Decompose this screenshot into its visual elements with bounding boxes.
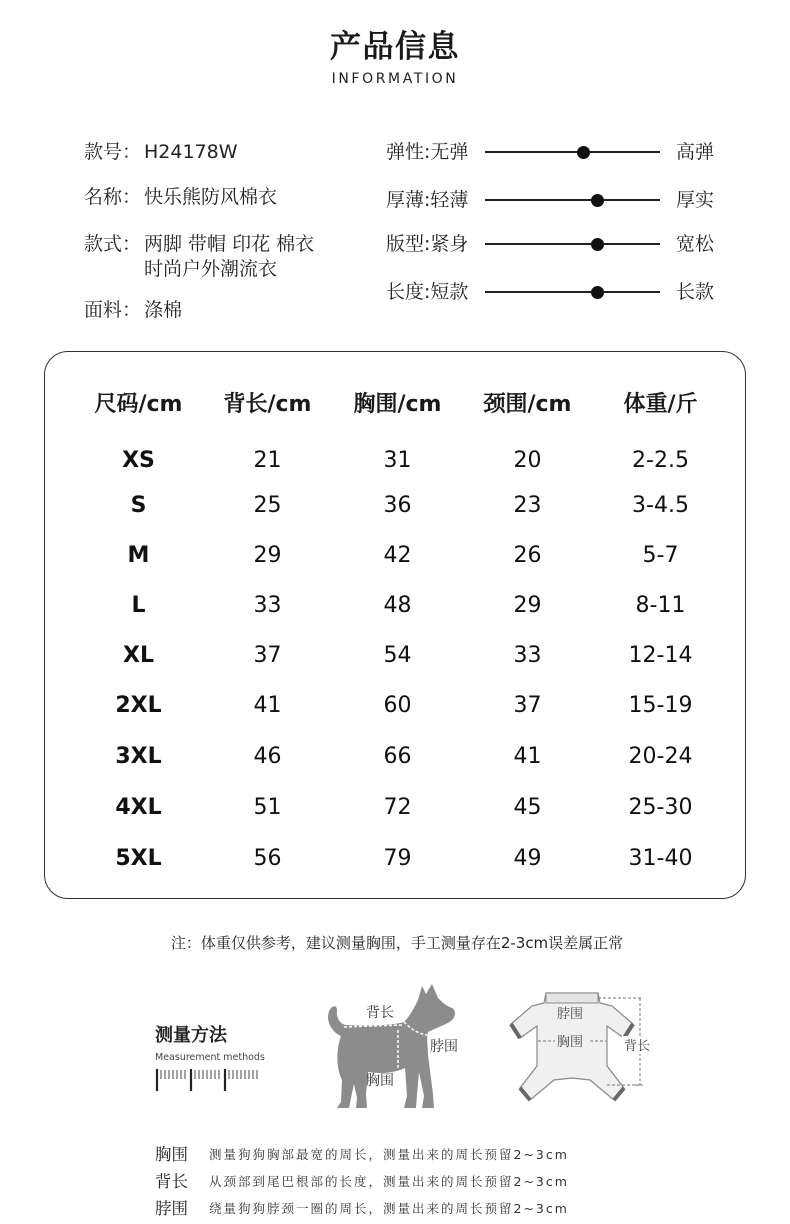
cell-neck: 33 xyxy=(513,642,542,668)
cell-chest: 66 xyxy=(383,743,412,769)
attribute-thickness xyxy=(0,188,790,212)
table-row xyxy=(45,691,745,721)
table-row xyxy=(45,641,745,671)
attribute-label: 版型:紧身 xyxy=(386,233,469,255)
cell-chest: 42 xyxy=(383,542,412,568)
header-weight: 体重/斤 xyxy=(623,391,698,417)
cell-chest: 48 xyxy=(383,592,412,618)
attribute-max-label: 高弹 xyxy=(676,141,715,163)
garment-back-length-label: 背长 xyxy=(624,1039,651,1054)
header-back-length: 背长/cm xyxy=(223,391,312,417)
spec-value: H24178W xyxy=(144,141,238,163)
cell-size: 5XL xyxy=(115,845,162,871)
cell-chest: 60 xyxy=(383,692,412,718)
definition-neck xyxy=(0,1198,790,1220)
cell-weight: 15-19 xyxy=(628,692,693,718)
cell-chest: 31 xyxy=(383,447,412,473)
cell-neck: 20 xyxy=(513,447,542,473)
attribute-marker xyxy=(591,194,604,207)
spec-value: 快乐熊防风棉衣 xyxy=(144,186,278,208)
cell-size: L xyxy=(131,592,146,618)
size-note: 注：体重仅供参考，建议测量胸围，手工测量存在2-3cm误差属正常 xyxy=(170,934,624,952)
table-row xyxy=(45,591,745,621)
definition-term: 脖围 xyxy=(155,1199,188,1218)
measure-title: 测量方法 xyxy=(155,1025,227,1046)
cell-back-length: 25 xyxy=(253,492,282,518)
page-title: 产品信息 xyxy=(330,29,460,65)
attribute-marker xyxy=(591,286,604,299)
attribute-label: 长度:短款 xyxy=(386,281,469,303)
cell-size: XS xyxy=(122,447,155,473)
spec-value: 两脚 带帽 印花 棉衣 xyxy=(144,233,315,255)
definition-text: 测量狗狗胸部最宽的周长，测量出来的周长预留2~3cm xyxy=(209,1147,569,1162)
attribute-label: 弹性:无弹 xyxy=(386,141,469,163)
attribute-track xyxy=(485,199,660,201)
definition-text: 从颈部到尾巴根部的长度，测量出来的周长预留2~3cm xyxy=(209,1174,569,1189)
cell-chest: 36 xyxy=(383,492,412,518)
cell-neck: 26 xyxy=(513,542,542,568)
cell-neck: 23 xyxy=(513,492,542,518)
cell-weight: 2-2.5 xyxy=(632,447,689,473)
ruler-icon xyxy=(155,1068,259,1092)
cell-neck: 41 xyxy=(513,743,542,769)
cell-chest: 79 xyxy=(383,845,412,871)
header-neck: 颈围/cm xyxy=(483,391,572,417)
definition-text: 绕量狗狗脖颈一圈的周长，测量出来的周长预留2~3cm xyxy=(209,1201,569,1216)
dog-measurement-diagram xyxy=(300,975,480,1120)
definition-term: 背长 xyxy=(155,1172,188,1191)
table-row xyxy=(45,491,745,521)
page-subtitle: INFORMATION xyxy=(331,71,459,87)
garment-collar xyxy=(546,993,598,1003)
cell-weight: 25-30 xyxy=(628,794,693,820)
cell-back-length: 33 xyxy=(253,592,282,618)
table-row xyxy=(45,844,745,874)
header-size: 尺码/cm xyxy=(94,391,183,417)
spec-label: 款式： xyxy=(84,233,142,255)
cell-chest: 54 xyxy=(383,642,412,668)
cell-neck: 37 xyxy=(513,692,542,718)
cell-weight: 5-7 xyxy=(642,542,679,568)
table-row xyxy=(45,793,745,823)
definition-chest xyxy=(0,1144,790,1166)
attribute-track xyxy=(485,151,660,153)
spec-label: 名称： xyxy=(84,186,142,208)
cell-back-length: 37 xyxy=(253,642,282,668)
header-chest: 胸围/cm xyxy=(353,391,442,417)
cell-size: M xyxy=(127,542,150,568)
attribute-elasticity xyxy=(0,140,790,164)
size-table xyxy=(44,351,746,899)
spec-style-line2: 时尚户外潮流衣 xyxy=(144,258,278,280)
cell-neck: 45 xyxy=(513,794,542,820)
garment-chest-label: 胸围 xyxy=(557,1035,584,1050)
cell-neck: 29 xyxy=(513,592,542,618)
spec-value: 涤棉 xyxy=(144,299,183,321)
cell-weight: 20-24 xyxy=(628,743,693,769)
attribute-label: 厚薄:轻薄 xyxy=(386,189,469,211)
attribute-marker xyxy=(577,146,590,159)
cell-back-length: 41 xyxy=(253,692,282,718)
table-row xyxy=(45,541,745,571)
cell-weight: 8-11 xyxy=(635,592,686,618)
cell-weight: 3-4.5 xyxy=(632,492,689,518)
definition-term: 胸围 xyxy=(155,1145,188,1164)
cell-back-length: 51 xyxy=(253,794,282,820)
attribute-max-label: 长款 xyxy=(676,281,715,303)
dog-neck-girth-label: 脖围 xyxy=(430,1039,458,1055)
cell-size: 3XL xyxy=(115,743,162,769)
attribute-fit xyxy=(0,232,790,256)
attribute-track xyxy=(485,243,660,245)
cell-back-length: 29 xyxy=(253,542,282,568)
dog-chest-girth-label: 胸围 xyxy=(366,1073,394,1089)
cell-size: 4XL xyxy=(115,794,162,820)
cell-back-length: 46 xyxy=(253,743,282,769)
attribute-max-label: 宽松 xyxy=(676,233,715,255)
garment-measurement-diagram xyxy=(505,985,665,1115)
cell-weight: 12-14 xyxy=(628,642,693,668)
attribute-track xyxy=(485,291,660,293)
cell-size: S xyxy=(130,492,147,518)
attribute-max-label: 厚实 xyxy=(676,189,715,211)
attribute-marker xyxy=(591,238,604,251)
cell-neck: 49 xyxy=(513,845,542,871)
dog-back-length-label: 背长 xyxy=(366,1005,394,1021)
cell-size: XL xyxy=(123,642,154,668)
definition-back-length xyxy=(0,1171,790,1193)
cell-back-length: 21 xyxy=(253,447,282,473)
table-row xyxy=(45,742,745,772)
spec-label: 面料： xyxy=(84,299,142,321)
cell-size: 2XL xyxy=(115,692,162,718)
attribute-length xyxy=(0,280,790,304)
cell-chest: 72 xyxy=(383,794,412,820)
measure-subtitle: Measurement methods xyxy=(155,1052,265,1063)
table-header-row xyxy=(45,390,745,420)
garment-neck-label: 脖围 xyxy=(557,1007,584,1022)
cell-back-length: 56 xyxy=(253,845,282,871)
table-row xyxy=(45,446,745,476)
spec-label: 款号： xyxy=(84,141,142,163)
cell-weight: 31-40 xyxy=(628,845,693,871)
